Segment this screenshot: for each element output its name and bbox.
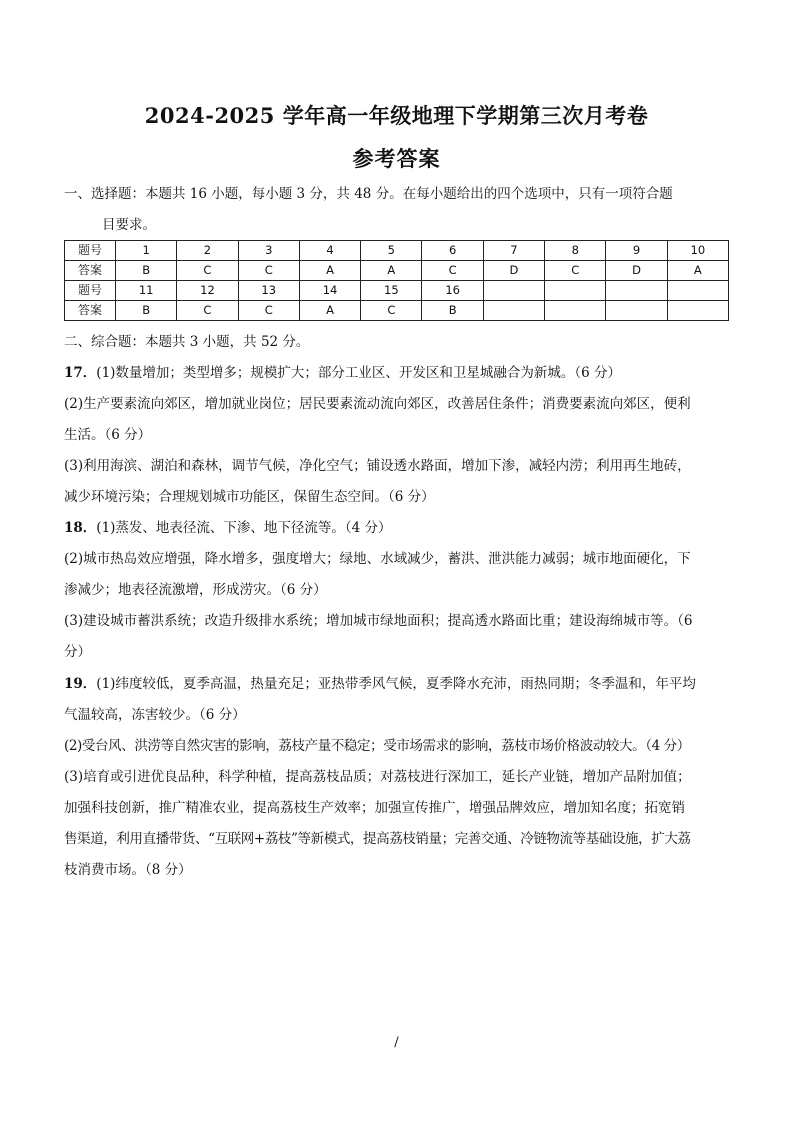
answer-cell: A xyxy=(299,261,360,281)
question-17 xyxy=(64,358,734,513)
answer-line: (2)城市热岛效应增强，降水增多，强度增大；绿地、水域减少，蓄洪、泄洪能力减弱；城市地面硬化，下 xyxy=(64,551,691,567)
question-number: 12 xyxy=(177,281,238,301)
question-number xyxy=(606,281,667,301)
section2-intro: 二、综合题：本题共 3 小题，共 52 分。 xyxy=(64,334,310,350)
question-number: 8 xyxy=(545,241,606,261)
question-number: 4 xyxy=(299,241,360,261)
answer-line: 枝消费市场。（8 分） xyxy=(64,862,192,878)
answer-cell: A xyxy=(667,261,728,281)
answer-cell: C xyxy=(422,261,483,281)
answer-cell: B xyxy=(422,301,483,321)
answer-line: (3)培育或引进优良品种，科学种植，提高荔枝品质；对荔枝进行深加工，延长产业链，增加产品附加值； xyxy=(64,769,691,785)
row-label-answer: 答案 xyxy=(65,301,116,321)
answer-line: 渗减少；地表径流激增，形成涝灾。（6 分） xyxy=(64,582,327,598)
answer-line: 生活。（6 分） xyxy=(64,427,152,443)
question-number: 18． xyxy=(64,520,97,536)
answer-cell: B xyxy=(116,261,177,281)
answer-line: 19．(1)纬度较低，夏季高温，热量充足；亚热带季风气候，夏季降水充沛，雨热同期；冬季温和，年平均 xyxy=(64,676,696,692)
section1-intro-line2: 目要求。 xyxy=(102,217,156,233)
question-number: 2 xyxy=(177,241,238,261)
answer-line: 减少环境污染；合理规划城市功能区，保留生态空间。（6 分） xyxy=(64,489,435,505)
row-label-question: 题号 xyxy=(65,241,116,261)
answer-cell xyxy=(606,301,667,321)
question-number: 15 xyxy=(361,281,422,301)
answer-line: 售渠道，利用直播带货、“互联网+荔枝”等新模式，提高荔枝销量；完善交通、冷链物流等基础设施，扩大荔 xyxy=(64,831,691,847)
question-number: 7 xyxy=(483,241,544,261)
answer-cell xyxy=(483,301,544,321)
answer-cell: C xyxy=(545,261,606,281)
answer-line: 气温较高，冻害较少。（6 分） xyxy=(64,707,246,723)
question-number: 5 xyxy=(361,241,422,261)
question-number: 6 xyxy=(422,241,483,261)
question-number xyxy=(667,281,728,301)
question-number: 3 xyxy=(238,241,299,261)
answer-cell: C xyxy=(238,261,299,281)
answer-cell: A xyxy=(361,261,422,281)
question-number xyxy=(483,281,544,301)
answer-cell: C xyxy=(177,301,238,321)
row-label-answer: 答案 xyxy=(65,261,116,281)
section1-intro xyxy=(64,179,734,241)
page-title: 2024-2025 学年高一年级地理下学期第三次月考卷 xyxy=(144,103,649,128)
page-subtitle: 参考答案 xyxy=(352,146,441,171)
table-row xyxy=(65,301,729,321)
question-number: 9 xyxy=(606,241,667,261)
question-number: 16 xyxy=(422,281,483,301)
question-number: 14 xyxy=(299,281,360,301)
answer-line: (2)生产要素流向郊区，增加就业岗位；居民要素流动流向郊区，改善居住条件；消费要素流向郊区，便利 xyxy=(64,396,691,412)
answer-line: 加强科技创新，推广精准农业，提高荔枝生产效率；加强宣传推广，增强品牌效应，增加知名度；拓宽销 xyxy=(64,800,685,816)
answer-cell xyxy=(667,301,728,321)
question-18 xyxy=(64,513,734,668)
answer-cell: C xyxy=(177,261,238,281)
table-row xyxy=(65,261,729,281)
question-number xyxy=(545,281,606,301)
answer-cell xyxy=(545,301,606,321)
question-number: 10 xyxy=(667,241,728,261)
answer-cell: D xyxy=(483,261,544,281)
question-number: 17． xyxy=(64,365,97,381)
row-label-question: 题号 xyxy=(65,281,116,301)
answer-cell: C xyxy=(361,301,422,321)
answer-line: 18．(1)蒸发、地表径流、下渗、地下径流等。（4 分） xyxy=(64,520,392,536)
answer-line: 分） xyxy=(64,644,91,660)
question-number: 13 xyxy=(238,281,299,301)
answer-line: (3)利用海滨、湖泊和森林，调节气候，净化空气；铺设透水路面，增加下渗，减轻内涝；利用再生地砖， xyxy=(64,458,691,474)
answer-line: (3)建设城市蓄洪系统；改造升级排水系统；增加城市绿地面积；提高透水路面比重；建设海绵城市等。（6 xyxy=(64,613,693,629)
table-row xyxy=(65,281,729,301)
question-19 xyxy=(64,669,734,886)
section1-intro-line1: 一、选择题：本题共 16 小题，每小题 3 分，共 48 分。在每小题给出的四个选项中，只有一项符合题 xyxy=(64,186,673,202)
table-row xyxy=(65,241,729,261)
answer-line: (2)受台风、洪涝等自然灾害的影响，荔枝产量不稳定；受市场需求的影响，荔枝市场价格波动较大。（4 分） xyxy=(64,738,690,754)
answer-cell: D xyxy=(606,261,667,281)
question-number: 1 xyxy=(116,241,177,261)
answer-cell: C xyxy=(238,301,299,321)
answer-cell: B xyxy=(116,301,177,321)
question-number: 11 xyxy=(116,281,177,301)
answer-table xyxy=(64,240,729,321)
answer-line: 17．(1)数量增加；类型增多；规模扩大；部分工业区、开发区和卫星城融合为新城。（6 分） xyxy=(64,365,622,381)
answer-cell: A xyxy=(299,301,360,321)
question-number: 19． xyxy=(64,676,97,692)
page-marker: / xyxy=(394,1035,399,1050)
